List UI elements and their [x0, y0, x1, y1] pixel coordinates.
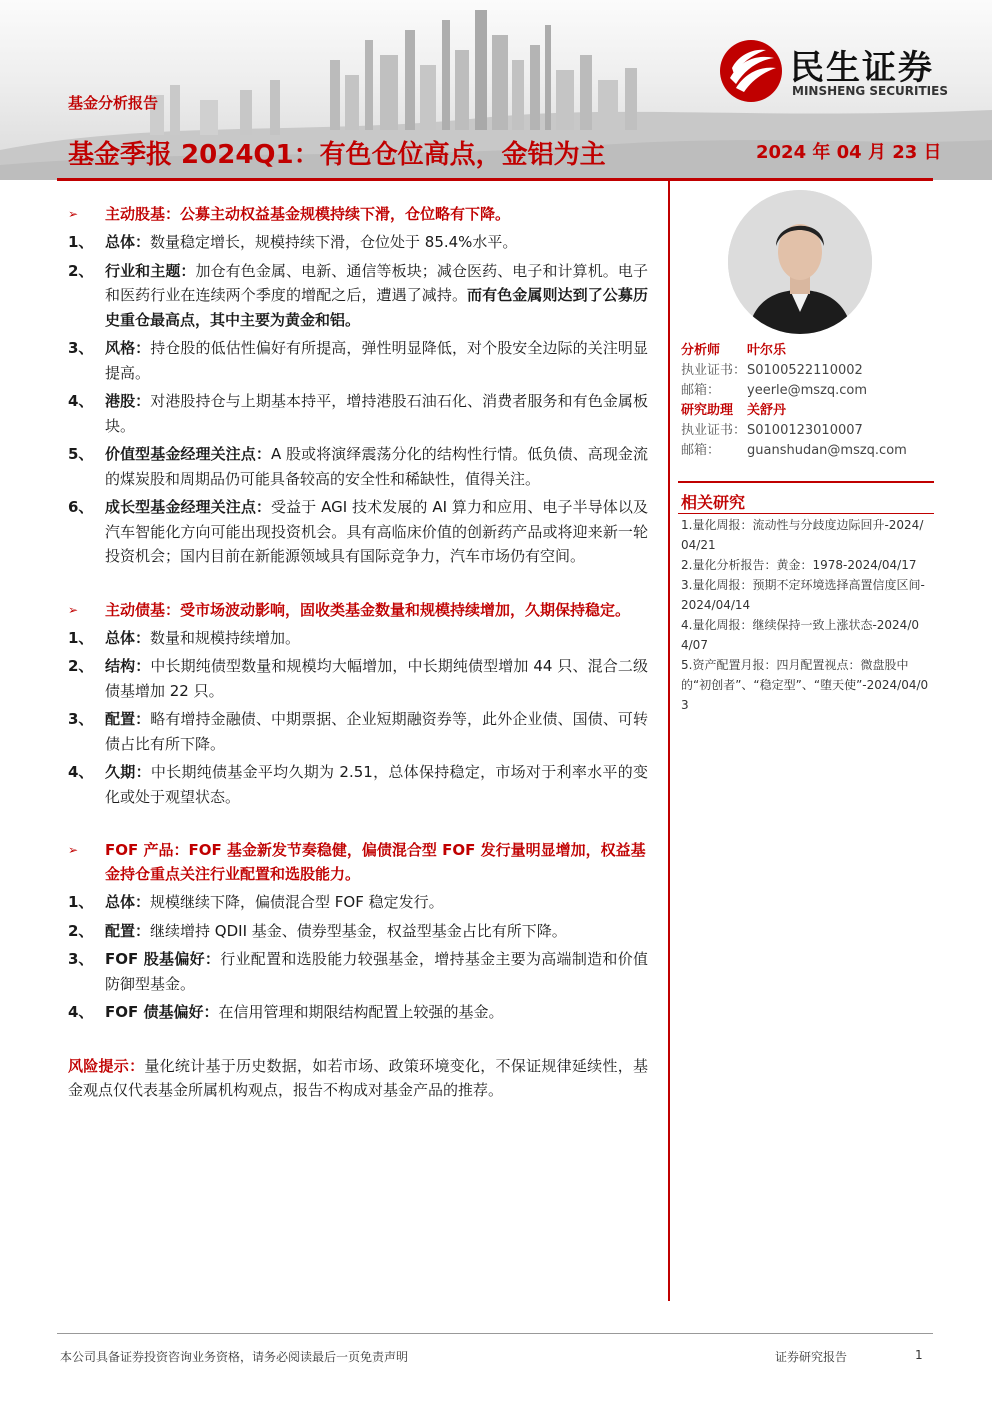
list-item: 2、 配置：继续增持 QDII 基金、债券型基金，权益型基金占比有所下降。	[68, 921, 567, 940]
list-item: 3、 FOF 股基偏好：行业配置和选股能力较强基金，增持基金主要为高端制造和价值防御型基金。	[68, 950, 648, 993]
list-item: 4、 久期：中长期纯债基金平均久期为 2.51，总体保持稳定，市场对于利率水平的变化或处于观望状态。	[68, 763, 648, 806]
list-item: 4、 FOF 债基偏好：在信用管理和期限结构配置上较强的基金。	[68, 1003, 504, 1021]
arrow-bullet-icon: ➢	[68, 602, 79, 617]
related-divider-top	[678, 481, 934, 483]
header-divider	[57, 178, 933, 181]
company-logo	[718, 38, 968, 104]
logo-text-en: MINSHENG SECURITIES	[792, 84, 948, 98]
related-research-title: 相关研究	[681, 493, 746, 512]
page-title: 基金季报 2024Q1：有色仓位高点，金铝为主	[68, 140, 606, 170]
report-type: 基金分析报告	[68, 94, 159, 112]
analyst-cert: 执业证书：S0100522110002	[681, 363, 863, 378]
related-link[interactable]: 4.量化周报：继续保持一致上涨状态-2024/04/07	[681, 618, 919, 652]
assistant-cert: 执业证书：S0100123010007	[681, 423, 863, 438]
column-divider	[668, 181, 670, 1301]
list-item: 2、 结构：中长期纯债型数量和规模均大幅增加，中长期纯债型增加 44 只、混合二级债基增加 22 只。	[68, 657, 648, 700]
logo-text-cn: 民生证券	[790, 48, 934, 88]
analyst-info	[681, 341, 931, 461]
section-heading: ➢ FOF 产品：FOF 基金新发节奏稳健，偏债混合型 FOF 发行量明显增加，权益基金持仓重点关注行业配置和选股能力。	[68, 838, 648, 886]
list-item: 2、 行业和主题：加仓有色金属、电新、通信等板块；减仓医药、电子和计算机。电子和医药行业在连续两个季度的增配之后，遭遇了减持。而有色金属则达到了公募历史重仓最高点，其中主要为黄金和铝。	[68, 261, 648, 329]
list-item: 5、 价值型基金经理关注点：A 股或将演绎震荡分化的结构性行情。低负债、高现金流的煤炭股和周期品仍可能具备较高的安全性和稀缺性，值得关注。	[68, 445, 648, 488]
footer-doc-type: 证券研究报告	[775, 1350, 848, 1364]
list-item: 1、 总体：数量稳定增长，规模持续下滑，仓位处于 85.4%水平。	[68, 233, 518, 251]
analyst-row: 分析师 叶尔乐	[681, 343, 787, 358]
analyst-email: 邮箱： yeerle@mszq.com	[681, 383, 868, 398]
analyst-photo	[728, 190, 872, 334]
related-link[interactable]: 1.量化周报：流动性与分歧度边际回升-2024/04/21	[681, 518, 924, 552]
list-item: 3、 配置：略有增持金融债、中期票据、企业短期融资券等，此外企业债、国债、可转债占比有所下降。	[68, 710, 648, 753]
section-heading: ➢ 主动股基：公募主动权益基金规模持续下滑，仓位略有下降。	[68, 202, 648, 226]
list-item: 3、 风格：持仓股的低估性偏好有所提高，弹性明显降低，对个股安全边际的关注明显提高。	[68, 339, 648, 382]
list-item: 1、 总体：数量和规模持续增加。	[68, 628, 301, 647]
list-item: 6、 成长型基金经理关注点：受益于 AGI 技术发展的 AI 算力和应用、电子半导体以及汽车智能化方向可能出现投资机会。具有高临床价值的创新药产品或将迎来新一轮投资机会；国内目前在新能源领域具有国际竞争力，汽车市场仍有空间。	[68, 498, 648, 565]
report-date: 2024 年 04 月 23 日	[756, 142, 942, 163]
arrow-bullet-icon: ➢	[68, 207, 79, 221]
avatar	[728, 190, 872, 334]
related-divider-bottom	[678, 513, 934, 514]
page-number: 1	[915, 1348, 923, 1362]
related-link[interactable]: 3.量化周报：预期不定环境选择高置信度区间-2024/04/14	[681, 578, 925, 612]
footer-divider	[57, 1333, 933, 1334]
assistant-email: 邮箱： guanshudan@mszq.com	[681, 443, 907, 458]
list-item: 1、 总体：规模继续下降，偏债混合型 FOF 稳定发行。	[68, 893, 444, 911]
list-item: 4、 港股：对港股持仓与上期基本持平，增持港股石油石化、消费者服务和有色金属板块。	[68, 392, 648, 435]
footer-disclaimer: 本公司具备证券投资咨询业务资格，请务必阅读最后一页免责声明	[60, 1350, 409, 1364]
related-link[interactable]: 5.资产配置月报：四月配置视点：微盘股中的“初创者”、“稳定型”、“堕天使”-2024/04/03	[681, 658, 929, 712]
summary-column	[68, 202, 648, 1103]
related-research-list	[681, 515, 929, 715]
section-heading: ➢ 主动债基：受市场波动影响，固收类基金数量和规模持续增加，久期保持稳定。	[68, 598, 648, 622]
assistant-row: 研究助理 关舒丹	[681, 403, 787, 418]
arrow-bullet-icon: ➢	[68, 843, 79, 857]
risk-warning: 风险提示：量化统计基于历史数据，如若市场、政策环境变化，不保证规律延续性，基金观点仅代表基金所属机构观点，报告不构成对基金产品的推荐。	[68, 1056, 648, 1099]
related-link[interactable]: 2.量化分析报告：黄金：1978-2024/04/17	[681, 558, 917, 572]
minsheng-logo-icon	[718, 38, 784, 104]
